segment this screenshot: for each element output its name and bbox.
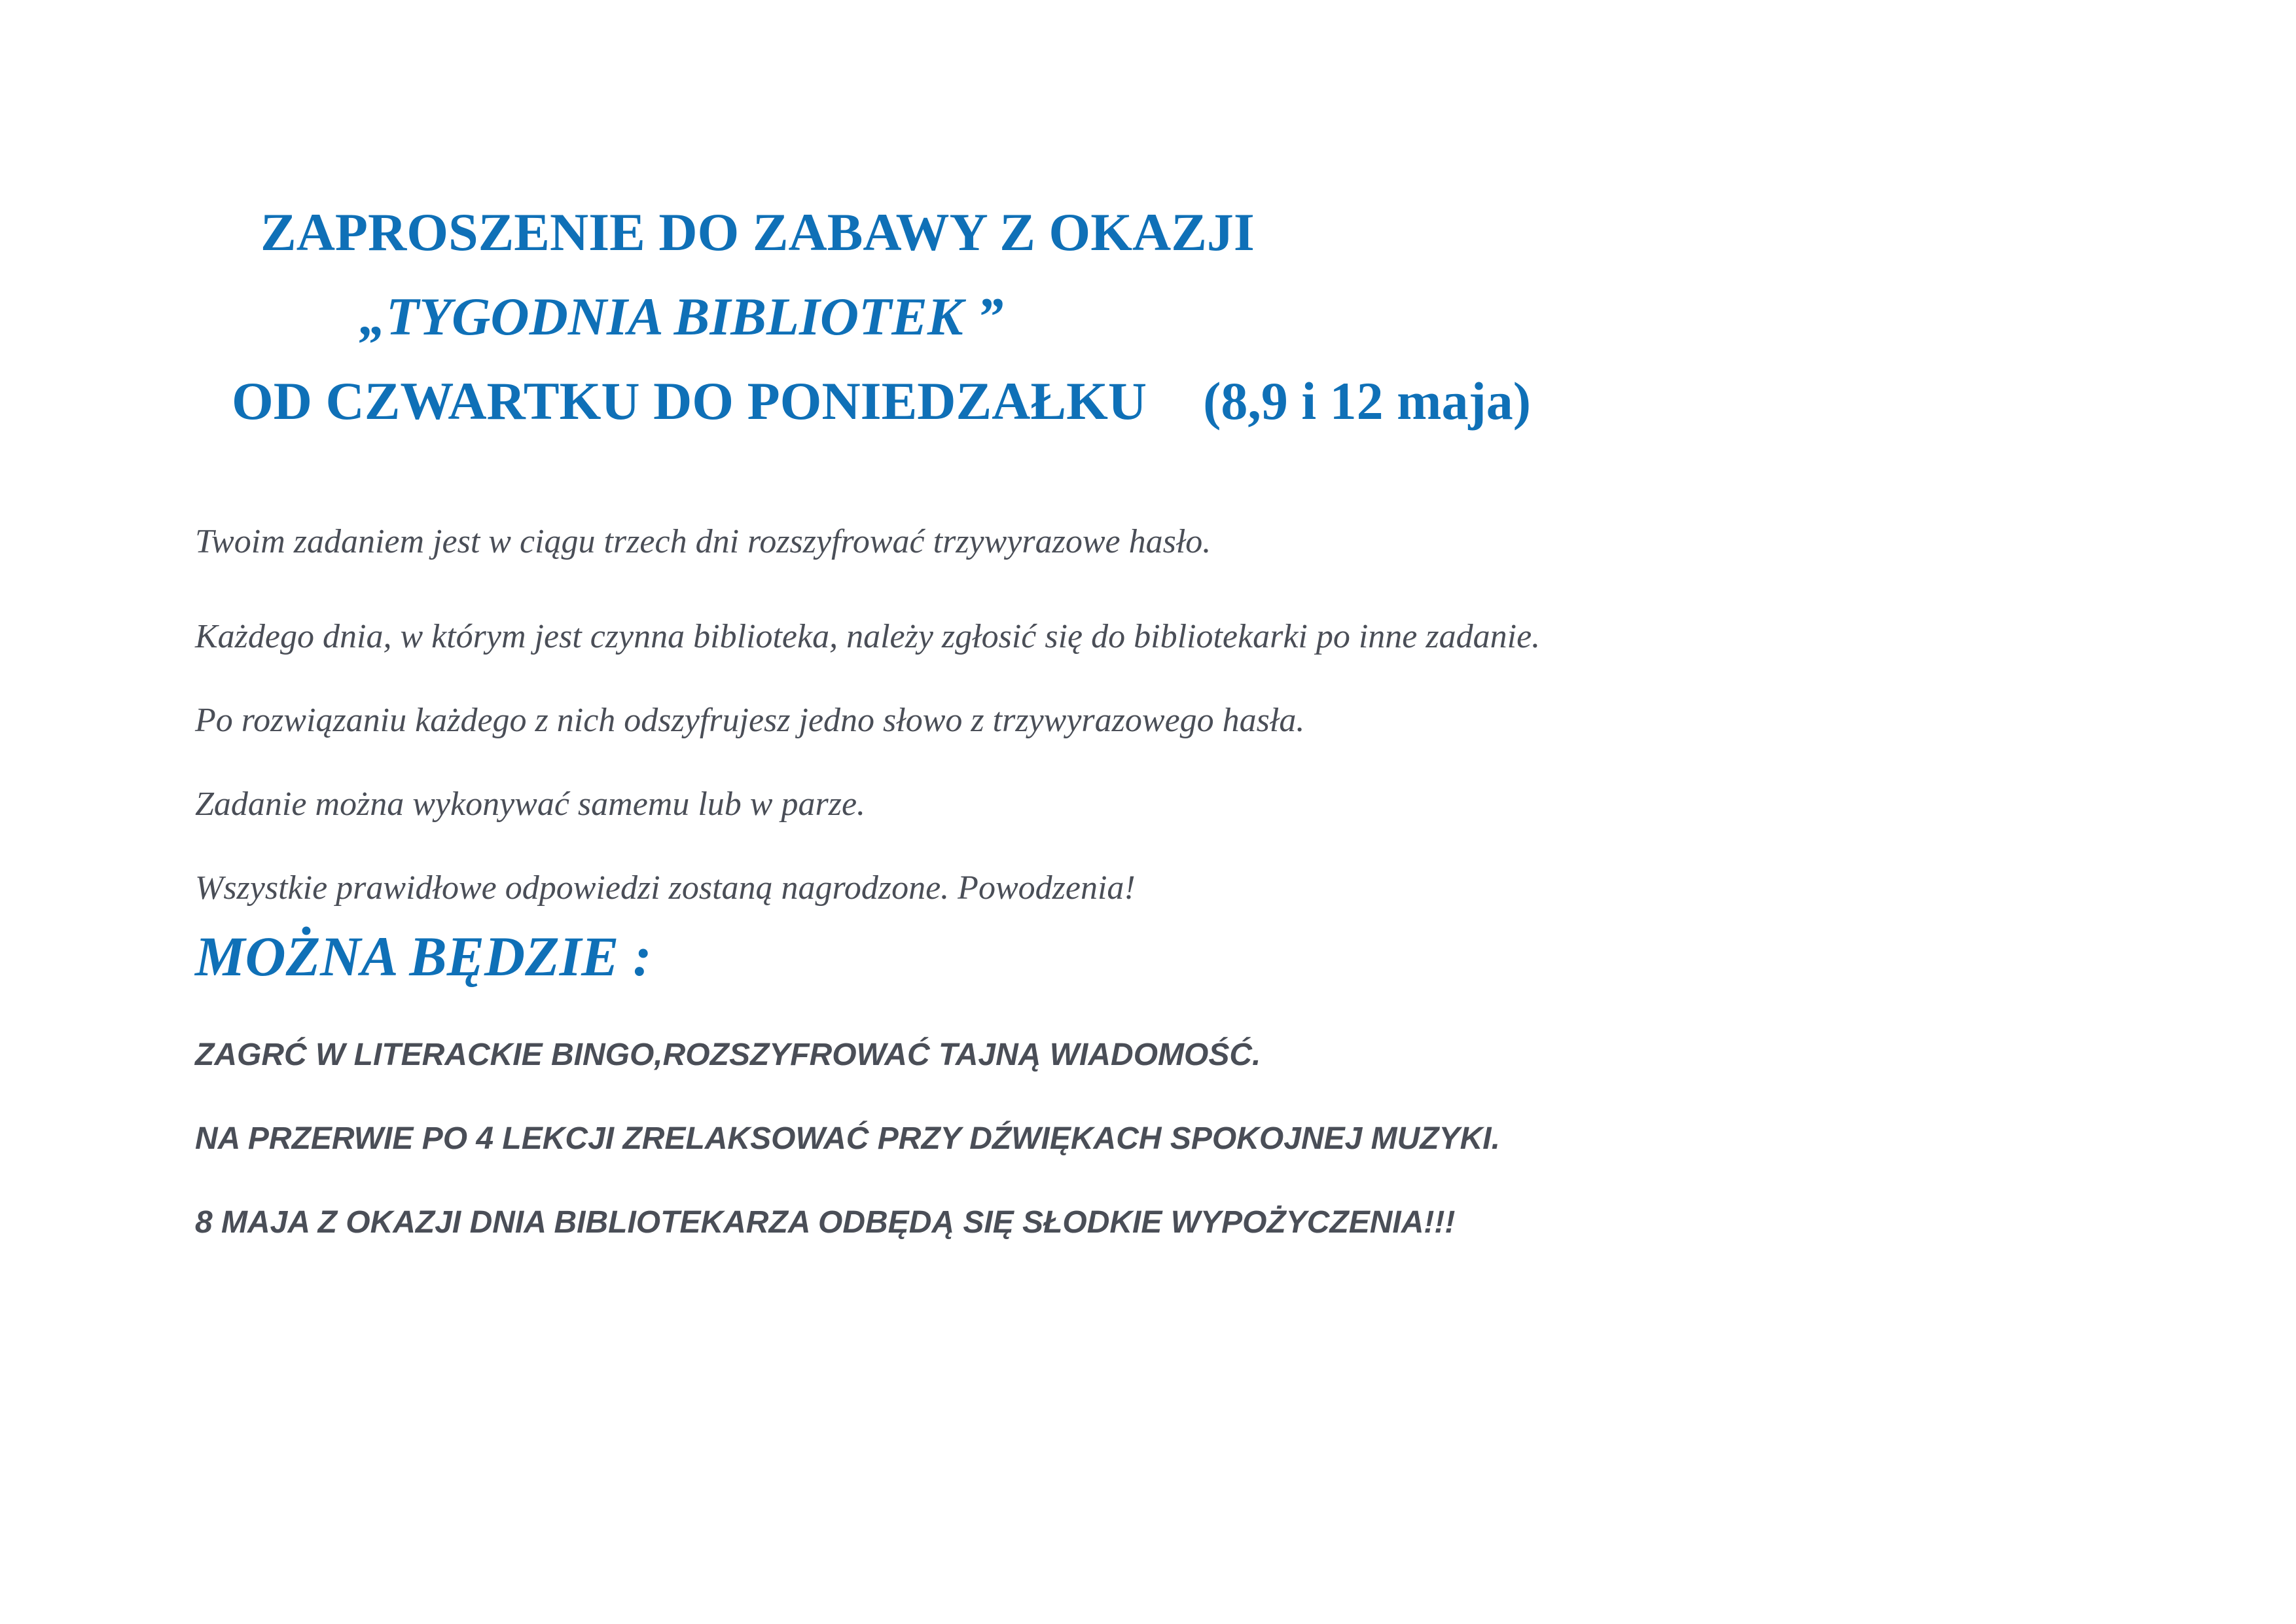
intro-paragraph: Każdego dnia, w którym jest czynna biblioteka, należy zgłosić się do bibliotekarki po inne zadanie. [195, 618, 1541, 655]
title-line-2: „TYGODNIA BIBLIOTEK ” [359, 287, 1004, 346]
title-line-1: ZAPROSZENIE DO ZABAWY Z OKAZJI [260, 202, 1255, 262]
title-line-3-main: OD CZWARTKU DO PONIEDZAŁKU [232, 371, 1147, 431]
intro-paragraph: Wszystkie prawidłowe odpowiedzi zostaną nagrodzone. Powodzenia! [195, 869, 1136, 907]
intro-paragraph: Zadanie można wykonywać samemu lub w parze. [195, 785, 866, 823]
activity-item: ZAGRĆ W LITERACKIE BINGO,ROZSZYFROWAĆ TAJNĄ WIADOMOŚĆ. [195, 1038, 1261, 1072]
title-dates: (8,9 i 12 maja) [1203, 371, 1532, 431]
intro-paragraph: Twoim zadaniem jest w ciągu trzech dni rozszyfrować trzywyrazowe hasło. [195, 523, 1211, 560]
activities-heading: MOŻNA BĘDZIE : [195, 925, 652, 988]
activity-item: NA PRZERWIE PO 4 LEKCJI ZRELAKSOWAĆ PRZY DŹWIĘKACH SPOKOJNEJ MUZYKI. [195, 1121, 1500, 1156]
intro-paragraph: Po rozwiązaniu każdego z nich odszyfrujesz jedno słowo z trzywyrazowego hasła. [195, 702, 1305, 739]
title-line-3 [232, 371, 1532, 431]
activity-item: 8 MAJA Z OKAZJI DNIA BIBLIOTEKARZA ODBĘDĄ SIĘ SŁODKIE WYPOŻYCZENIA!!! [195, 1205, 1456, 1240]
